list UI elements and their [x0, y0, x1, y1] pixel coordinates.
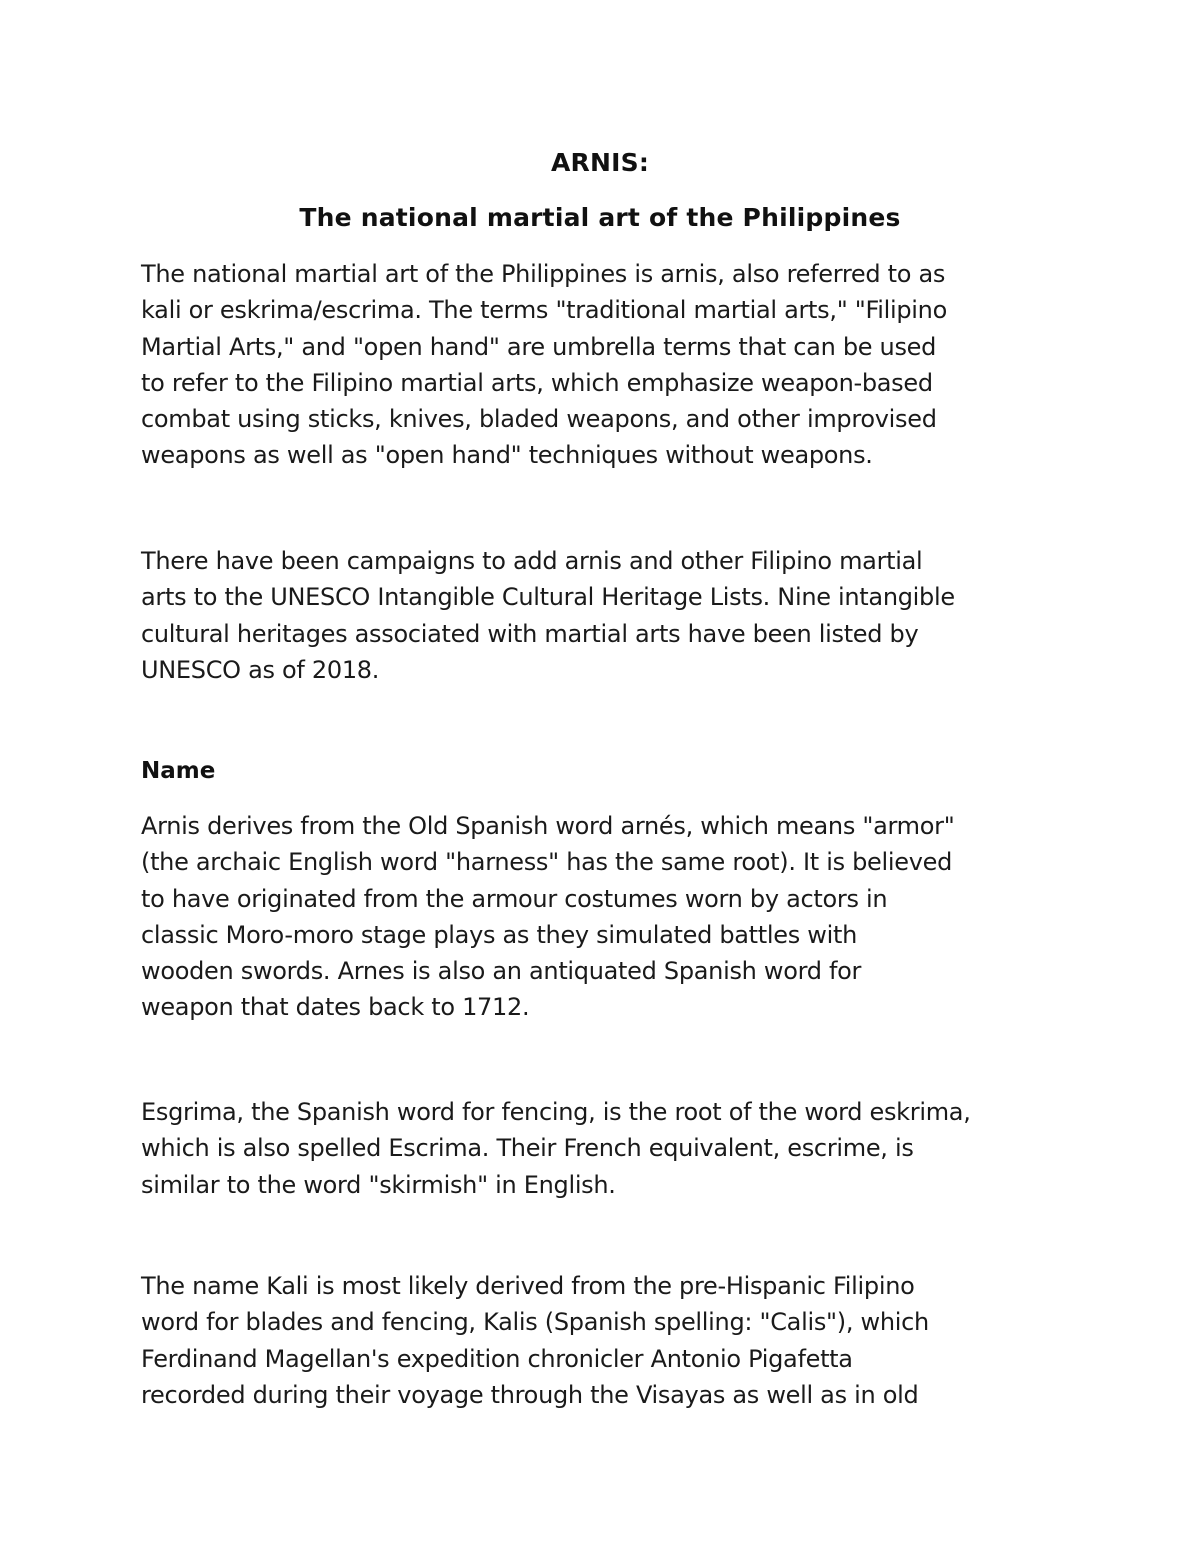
eskrima-etymology-paragraph: [141, 1094, 1071, 1203]
text-line: weapon that dates back to 1712.: [141, 993, 530, 1022]
text-line: cultural heritages associated with martial arts have been listed by: [141, 619, 919, 648]
section-heading-name: Name: [141, 758, 216, 784]
unesco-paragraph: [141, 543, 1071, 688]
text-line: The name Kali is most likely derived from the pre-Hispanic Filipino: [141, 1272, 915, 1300]
text-line: The national martial art of the Philippines is arnis, also referred to as: [141, 260, 946, 288]
text-line: (the archaic English word "harness" has the same root). It is believed: [141, 848, 953, 877]
kali-etymology-paragraph: [141, 1268, 1071, 1413]
text-line: arts to the UNESCO Intangible Cultural Heritage Lists. Nine intangible: [141, 583, 955, 612]
text-line: Arnis derives from the Old Spanish word arnés, which means "armor": [141, 812, 955, 840]
text-line: similar to the word "skirmish" in English.: [141, 1170, 616, 1199]
text-line: kali or eskrima/escrima. The terms "traditional martial arts," "Filipino: [141, 296, 947, 325]
text-line: Martial Arts," and "open hand" are umbrella terms that can be used: [141, 332, 937, 361]
arnis-etymology-paragraph: [141, 808, 1071, 1026]
document-subtitle: The national martial art of the Philippines: [299, 203, 901, 232]
intro-paragraph: [141, 256, 1071, 474]
text-line: Ferdinand Magellan's expedition chronicler Antonio Pigafetta: [141, 1344, 853, 1373]
document-title: ARNIS:: [550, 148, 650, 177]
text-line: There have been campaigns to add arnis and other Filipino martial: [141, 547, 923, 575]
text-line: to refer to the Filipino martial arts, which emphasize weapon-based: [141, 368, 933, 397]
text-line: word for blades and fencing, Kalis (Spanish spelling: "Calis"), which: [141, 1308, 929, 1337]
text-line: combat using sticks, knives, bladed weapons, and other improvised: [141, 405, 937, 434]
text-line: which is also spelled Escrima. Their French equivalent, escrime, is: [141, 1134, 914, 1163]
text-line: Esgrima, the Spanish word for fencing, is the root of the word eskrima,: [141, 1098, 971, 1126]
text-line: weapons as well as "open hand" techniques without weapons.: [141, 441, 873, 470]
text-line: UNESCO as of 2018.: [141, 655, 380, 684]
text-line: recorded during their voyage through the Visayas as well as in old: [141, 1380, 919, 1409]
text-line: classic Moro-moro stage plays as they simulated battles with: [141, 920, 857, 949]
text-line: wooden swords. Arnes is also an antiquated Spanish word for: [141, 957, 862, 986]
text-line: to have originated from the armour costumes worn by actors in: [141, 884, 888, 913]
